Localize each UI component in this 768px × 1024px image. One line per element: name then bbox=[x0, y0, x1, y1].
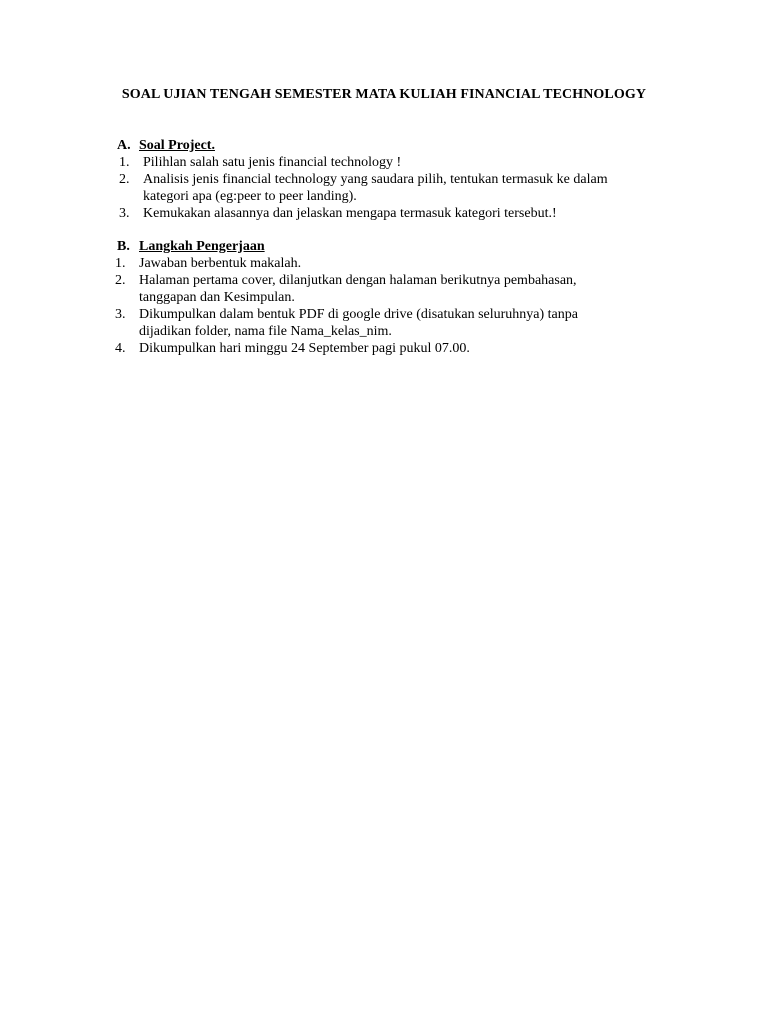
section-header bbox=[0, 137, 768, 154]
list-item-number: 3. bbox=[119, 206, 130, 221]
section-letter: B. bbox=[117, 239, 130, 254]
list-item bbox=[0, 272, 768, 306]
list-item-number: 1. bbox=[115, 256, 126, 271]
list-item-text: tanggapan dan Kesimpulan. bbox=[139, 290, 295, 305]
section-heading: Soal Project. bbox=[139, 138, 215, 153]
list-item-number: 3. bbox=[115, 307, 126, 322]
list-item-text: Kemukakan alasannya dan jelaskan mengapa termasuk kategori tersebut.! bbox=[143, 206, 557, 221]
list-item-number: 2. bbox=[115, 273, 126, 288]
document-title: SOAL UJIAN TENGAH SEMESTER MATA KULIAH FINANCIAL TECHNOLOGY bbox=[121, 87, 647, 102]
list-item-text: Dikumpulkan hari minggu 24 September pagi pukul 07.00. bbox=[139, 341, 470, 356]
list-item-text: Dikumpulkan dalam bentuk PDF di google drive (disatukan seluruhnya) tanpa bbox=[139, 307, 578, 322]
section-langkah-pengerjaan bbox=[0, 238, 768, 357]
list-item bbox=[0, 255, 768, 272]
section-letter: A. bbox=[117, 138, 131, 153]
list-item-text: Halaman pertama cover, dilanjutkan dengan halaman berikutnya pembahasan, bbox=[139, 273, 577, 288]
list-item bbox=[0, 306, 768, 340]
list-item-number: 1. bbox=[119, 155, 130, 170]
section-header bbox=[0, 238, 768, 255]
list-item-number: 2. bbox=[119, 172, 130, 187]
list-item-text: Analisis jenis financial technology yang saudara pilih, tentukan termasuk ke dalam bbox=[143, 172, 608, 187]
list-item-number: 4. bbox=[115, 341, 126, 356]
list-item-text: Jawaban berbentuk makalah. bbox=[139, 256, 302, 271]
section-heading: Langkah Pengerjaan bbox=[139, 239, 265, 254]
list-item-text: Pilihlan salah satu jenis financial technology ! bbox=[143, 155, 402, 170]
list-item bbox=[0, 171, 768, 205]
list-item bbox=[0, 340, 768, 357]
list-item bbox=[0, 205, 768, 222]
list-item-text: dijadikan folder, nama file Nama_kelas_nim. bbox=[139, 324, 392, 339]
section-soal-project bbox=[0, 137, 768, 222]
list-item-text: kategori apa (eg:peer to peer landing). bbox=[143, 189, 357, 204]
list-item bbox=[0, 154, 768, 171]
